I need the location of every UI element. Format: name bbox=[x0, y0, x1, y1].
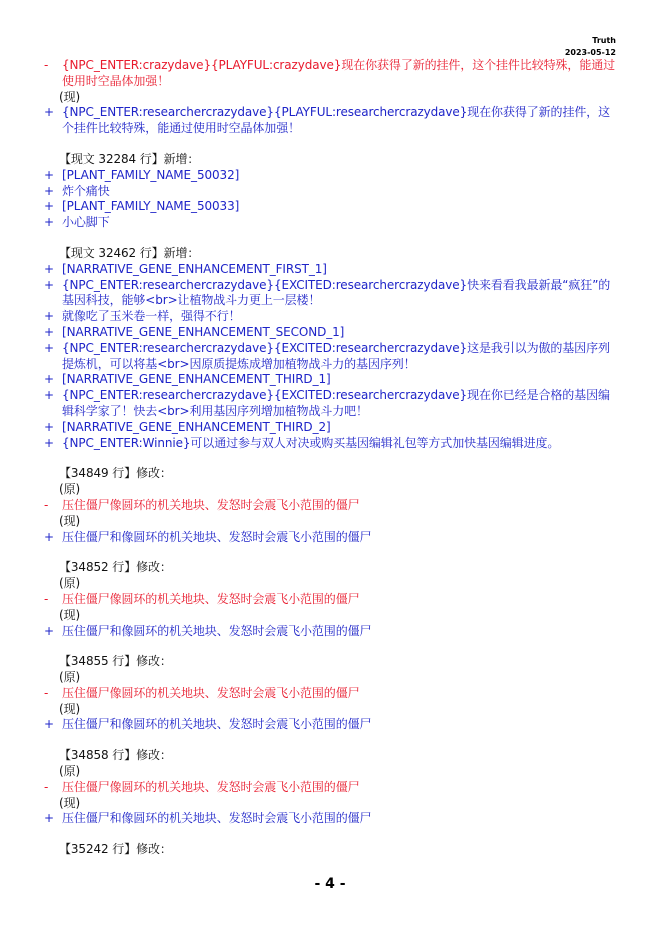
line-text: {NPC_ENTER:researchercrazydave}{PLAYFUL:researchercrazydave}现在你获得了新的挂件，这个挂件比较特殊，能通过使用时空晶体加强！ bbox=[62, 105, 611, 136]
plus-marker: + bbox=[44, 215, 54, 230]
minus-marker: - bbox=[44, 58, 49, 72]
version-label: (原) bbox=[59, 576, 81, 591]
section-spacer bbox=[44, 231, 620, 246]
section-heading: 【35242 行】修改： bbox=[59, 842, 172, 857]
version-label: (现) bbox=[59, 607, 81, 622]
section-spacer bbox=[44, 827, 620, 842]
plus-marker: + bbox=[44, 324, 54, 339]
added-line bbox=[44, 388, 620, 420]
added-line bbox=[44, 624, 620, 640]
line-text: [NARRATIVE_GENE_ENHANCEMENT_THIRD_1] bbox=[62, 372, 331, 387]
line-text: 压住僵尸和像圆环的机关地块、发怒时会震飞小范围的僵尸 bbox=[62, 529, 372, 544]
plus-marker: + bbox=[44, 261, 54, 276]
diff-section bbox=[44, 545, 620, 639]
version-label: (现) bbox=[59, 513, 81, 528]
line-text: 压住僵尸和像圆环的机关地块、发怒时会震飞小范围的僵尸 bbox=[62, 717, 372, 732]
added-line bbox=[44, 436, 620, 452]
document-date: 2023-05-12 bbox=[564, 48, 616, 57]
minus-marker: - bbox=[44, 779, 49, 794]
plus-marker: + bbox=[44, 277, 54, 292]
plus-marker: + bbox=[44, 105, 54, 120]
section-heading: 【34858 行】修改： bbox=[59, 748, 172, 763]
page-number: - 4 - bbox=[314, 876, 346, 892]
line-text: 压住僵尸和像圆环的机关地块、发怒时会震飞小范围的僵尸 bbox=[62, 623, 372, 638]
removed-line bbox=[44, 58, 620, 90]
added-line bbox=[44, 811, 620, 827]
plus-marker: + bbox=[44, 372, 54, 387]
diff-section bbox=[44, 827, 620, 858]
line-text: 压住僵尸像圆环的机关地块、发怒时会震飞小范围的僵尸 bbox=[62, 779, 360, 794]
plus-marker: + bbox=[44, 309, 54, 324]
removed-line bbox=[44, 498, 620, 514]
section-heading: 【现文 32284 行】新增： bbox=[59, 151, 200, 166]
minus-marker: - bbox=[44, 591, 49, 606]
removed-line bbox=[44, 592, 620, 608]
line-text: 压住僵尸像圆环的机关地块、发怒时会震飞小范围的僵尸 bbox=[62, 591, 360, 606]
diff-section bbox=[44, 733, 620, 827]
section-heading: 【34852 行】修改： bbox=[59, 560, 172, 575]
plus-marker: + bbox=[44, 435, 54, 450]
added-line bbox=[44, 325, 620, 341]
added-line bbox=[44, 420, 620, 436]
diff-section bbox=[44, 451, 620, 545]
plus-marker: + bbox=[44, 388, 54, 403]
added-line bbox=[44, 341, 620, 373]
version-label: (原) bbox=[59, 670, 81, 685]
line-text: 压住僵尸像圆环的机关地块、发怒时会震飞小范围的僵尸 bbox=[62, 685, 360, 700]
added-line bbox=[44, 168, 620, 184]
section-spacer bbox=[44, 639, 620, 654]
diff-content bbox=[44, 58, 620, 858]
plus-marker: + bbox=[44, 419, 54, 434]
diff-section bbox=[44, 58, 620, 137]
added-line bbox=[44, 199, 620, 215]
section-spacer bbox=[44, 137, 620, 152]
plus-marker: + bbox=[44, 529, 54, 544]
line-text: [NARRATIVE_GENE_ENHANCEMENT_THIRD_2] bbox=[62, 419, 331, 434]
line-text: {NPC_ENTER:Winnie}可以通过参与双人对决或购买基因编辑礼包等方式加快基因编辑进度。 bbox=[62, 435, 560, 450]
diff-section bbox=[44, 639, 620, 733]
added-line bbox=[44, 262, 620, 278]
added-line bbox=[44, 530, 620, 546]
plus-marker: + bbox=[44, 717, 54, 732]
minus-marker: - bbox=[44, 685, 49, 700]
added-line bbox=[44, 278, 620, 310]
version-label: (原) bbox=[59, 764, 81, 779]
removed-line bbox=[44, 780, 620, 796]
version-label: (原) bbox=[59, 482, 81, 497]
plus-marker: + bbox=[44, 811, 54, 826]
line-text: 就像吃了玉米卷一样，强得不行！ bbox=[62, 309, 241, 324]
line-text: [NARRATIVE_GENE_ENHANCEMENT_FIRST_1] bbox=[62, 261, 327, 276]
added-line bbox=[44, 372, 620, 388]
document-title: Truth bbox=[592, 36, 616, 45]
added-line bbox=[44, 105, 620, 137]
removed-line bbox=[44, 686, 620, 702]
section-heading: 【34849 行】修改： bbox=[59, 466, 172, 481]
plus-marker: + bbox=[44, 623, 54, 638]
version-label: (现) bbox=[59, 701, 81, 716]
section-spacer bbox=[44, 545, 620, 560]
section-spacer bbox=[44, 733, 620, 748]
line-text: 压住僵尸和像圆环的机关地块、发怒时会震飞小范围的僵尸 bbox=[62, 811, 372, 826]
version-label: (现) bbox=[59, 89, 81, 104]
line-text: {NPC_ENTER:crazydave}{PLAYFUL:crazydave}现在你获得了新的挂件，这个挂件比较特殊，能通过使用时空晶体加强！ bbox=[62, 58, 616, 88]
added-line bbox=[44, 184, 620, 200]
line-text: [PLANT_FAMILY_NAME_50033] bbox=[62, 199, 240, 214]
line-text: 炸个痛快 bbox=[62, 183, 110, 198]
version-label: (现) bbox=[59, 795, 81, 810]
section-heading: 【现文 32462 行】新增： bbox=[59, 245, 200, 260]
line-text: {NPC_ENTER:researchercrazydave}{EXCITED:researchercrazydave}这是我引以为傲的基因序列提炼机，可以将基<br>因原质提炼成增加植物战斗力的基因序列！ bbox=[62, 340, 610, 371]
added-line bbox=[44, 717, 620, 733]
minus-marker: - bbox=[44, 497, 49, 512]
line-text: [PLANT_FAMILY_NAME_50032] bbox=[62, 167, 240, 182]
plus-marker: + bbox=[44, 167, 54, 182]
line-text: [NARRATIVE_GENE_ENHANCEMENT_SECOND_1] bbox=[62, 324, 345, 339]
plus-marker: + bbox=[44, 183, 54, 198]
added-line bbox=[44, 215, 620, 231]
section-spacer bbox=[44, 451, 620, 466]
line-text: {NPC_ENTER:researchercrazydave}{EXCITED:researchercrazydave}快来看看我最新最“疯狂”的基因科技，能够<br>让植物战斗力更上一层楼！ bbox=[62, 277, 611, 308]
line-text: {NPC_ENTER:researchercrazydave}{EXCITED:researchercrazydave}现在你已经是合格的基因编辑科学家了！快去<br>利用基因序列增加植物战斗力吧！ bbox=[62, 388, 610, 418]
line-text: 压住僵尸像圆环的机关地块、发怒时会震飞小范围的僵尸 bbox=[62, 497, 360, 512]
diff-section bbox=[44, 231, 620, 451]
plus-marker: + bbox=[44, 340, 54, 355]
added-line bbox=[44, 309, 620, 325]
plus-marker: + bbox=[44, 199, 54, 214]
section-heading: 【34855 行】修改： bbox=[59, 654, 172, 669]
diff-section bbox=[44, 137, 620, 231]
line-text: 小心脚下 bbox=[62, 215, 110, 230]
page-header bbox=[565, 35, 616, 59]
